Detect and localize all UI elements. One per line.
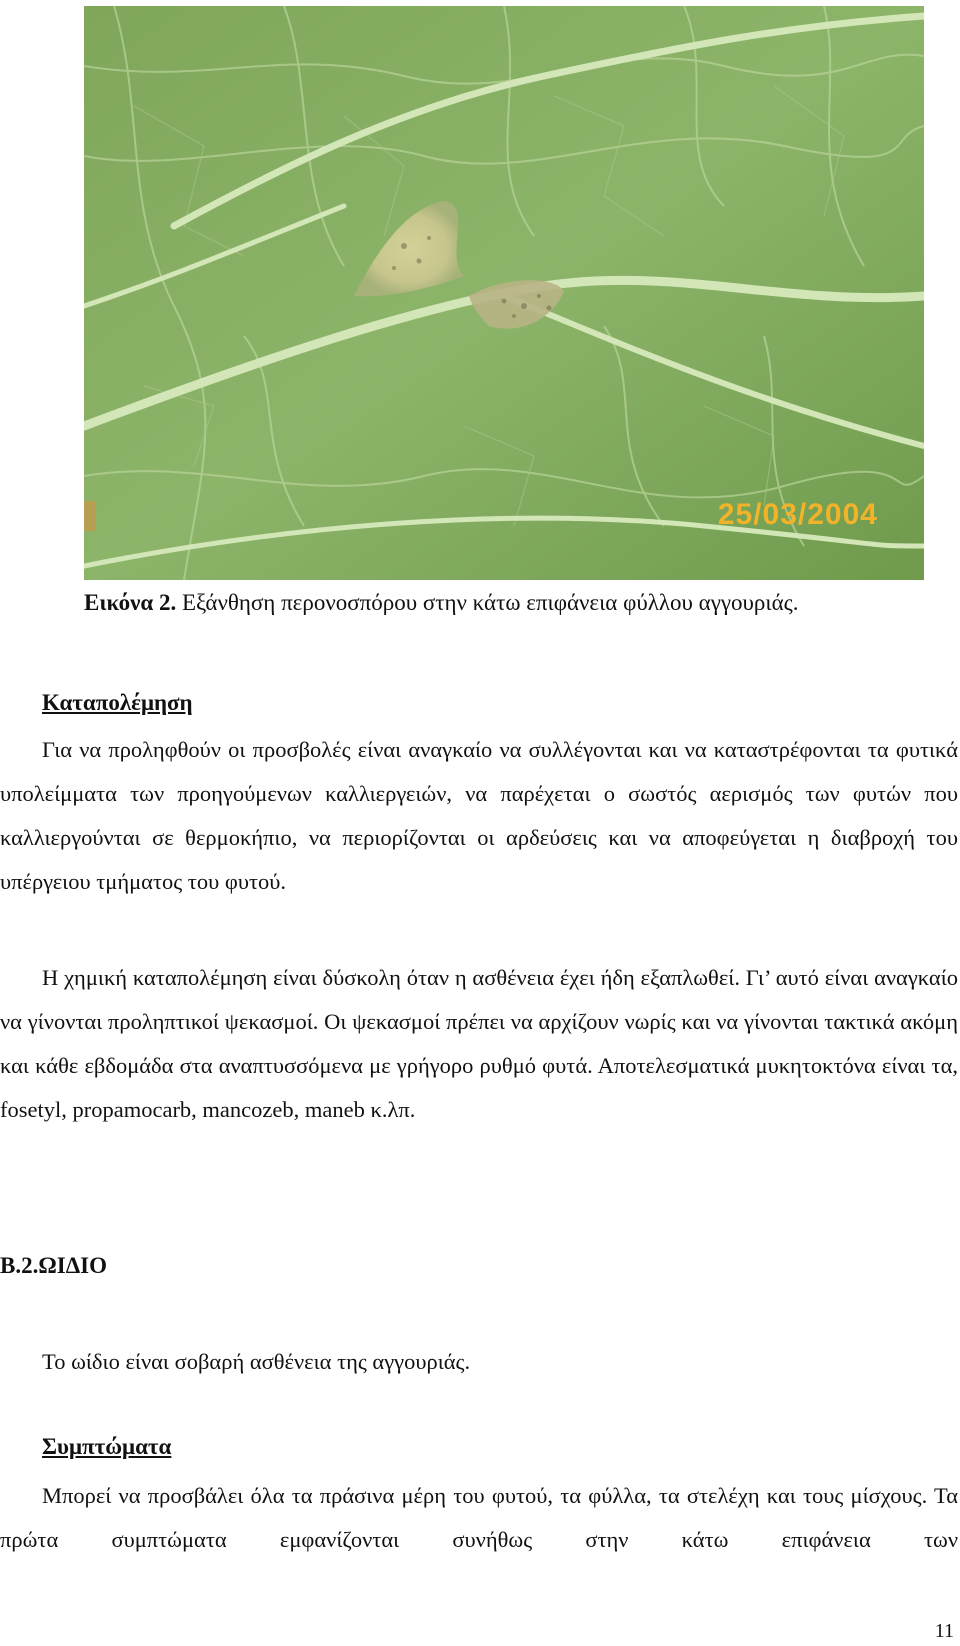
figure-caption [84, 590, 799, 616]
symptoms-heading: Συμπτώματα [42, 1434, 172, 1459]
control-paragraph-2: Η χημική καταπολέμηση είναι δύσκολη όταν η ασθένεια έχει ήδη εξαπλωθεί. Γι’ αυτό είναι αναγκαίο να γίνονται προληπτικοί ψεκασμοί. Οι ψεκασμοί πρέπει να αρχίζουν νωρίς και να γίνονται τακτικά ακόμη και κάθε εβδομάδα στα αναπτυσσόμενα με γρήγορο ρυθμό φυτά. Αποτελεσματικά μυκητοκτόνα είναι τα, fosetyl, propamocarb, mancozeb, maneb κ.λπ. [0, 965, 958, 1122]
cucumber-leaf-downy-mildew-photo [84, 6, 924, 580]
caption-label: Εικόνα 2. [84, 590, 177, 615]
powdery-mildew-title: Β.2.ΩΙΔΙΟ [0, 1253, 107, 1278]
symptoms-paragraph: Μπορεί να προσβάλει όλα τα πράσινα μέρη του φυτού, τα φύλλα, τα στελέχη και τους μίσχους. Τα πρώτα συμπτώματα εμφανίζονται συνήθως στην κάτω επιφάνεια των [0, 1483, 958, 1552]
powdery-mildew-intro: Το ωίδιο είναι σοβαρή ασθένεια της αγγουριάς. [42, 1349, 471, 1374]
control-paragraph-1: Για να προληφθούν οι προσβολές είναι αναγκαίο να συλλέγονται και να καταστρέφονται τα φυτικά υπολείμματα των προηγούμενων καλλιεργειών, να παρέχεται ο σωστός αερισμός των φυτών που καλλιεργούνται σε θερμοκήπιο, να περιορίζονται οι αρδεύσεις και να αποφεύγεται η διαβροχή του υπέργειου τμήματος του φυτού. [0, 737, 958, 894]
leaf-photo [84, 6, 924, 580]
control-heading: Καταπολέμηση [42, 690, 193, 715]
page-number: 11 [934, 1620, 954, 1642]
caption-text: Εξάνθηση περονοσπόρου στην κάτω επιφάνεια φύλλου αγγουριάς. [176, 590, 799, 615]
photo-date-stamp: 25/03/2004 [717, 498, 878, 531]
